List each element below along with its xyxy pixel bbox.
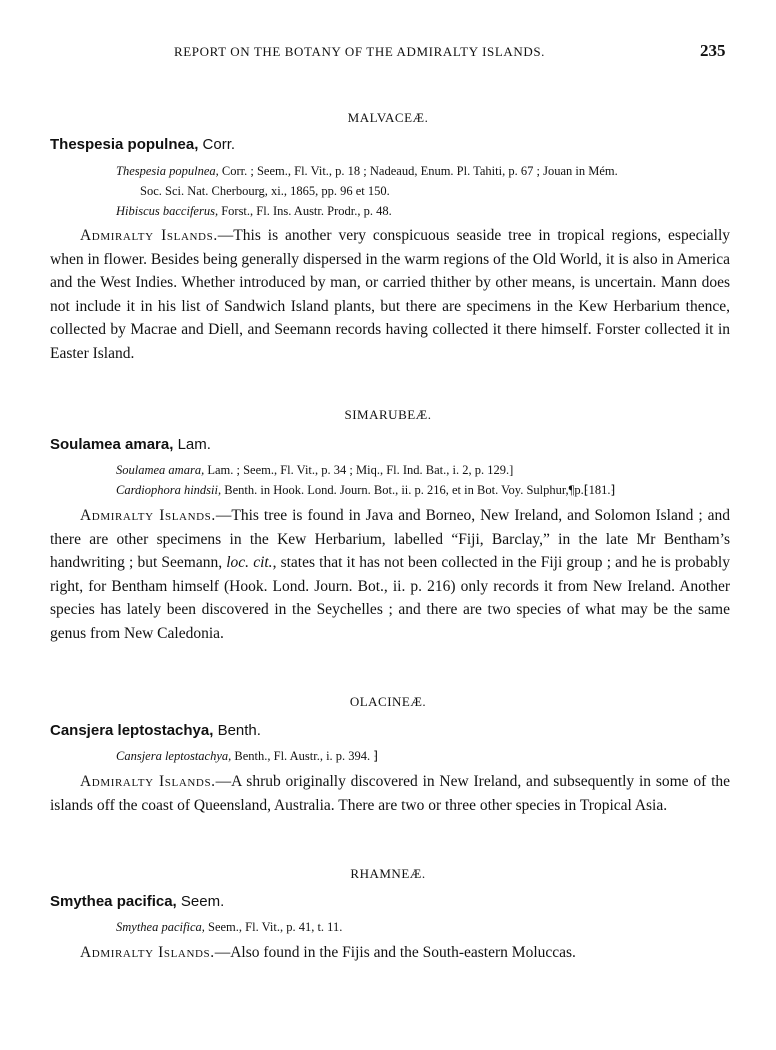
page-number: 235 [700,41,726,60]
species-authority: Benth. [217,722,261,739]
paragraph-text: —This tree is found in Java and Borneo, New Ireland, and Solomon Island ; and there are other specimens in the Kew Herbarium, labelled “Fiji, Barclay,” in the late Mr Bentham’s handwriting ; but Seemann, [50,507,730,572]
synonym-refs: Corr. ; Seem., Fl. Vit., p. 18 ; Nadeaud, Enum. Pl. Tahiti, p. 67 ; Jouan in Mém. [218,164,618,178]
species-binomial: Cansjera leptostachya, [50,722,214,739]
paragraph-text: —This is another very conspicuous seaside tree in tropical regions, especially when in flower. Besides being generally dispersed in the warm regions of the Old World, it is also in America and the West Indies. Whether introduced by man, or carried thither by other means, is uncertain. Mann does not include it in his list of Sandwich Island plants, but there are specimens in the Kew Herbarium thence, collected by Macrae and Diell, and Seemann records having collected it there himself. Forster collected it in Easter Island. [50,227,731,362]
synonym-line [116,201,392,221]
body-paragraph-smythea [50,941,730,965]
paragraph-text: , states that it has not been collected in the Fiji group ; and he is probably right, for Bentham himself (Hook. Lond. Journ. Bot., ii. p. 216) only records it from New Ireland. Another species has lately been discovered in the Seychelles ; and there are two species of what may be the same genus from New Caledonia. [50,554,730,642]
synonym-line [116,746,378,766]
species-name-cansjera [50,722,261,739]
synonym-refs: Lam. ; Seem., Fl. Vit., p. 34 ; Miq., Fl. Ind. Bat., i. 2, p. 129.] [204,463,514,477]
species-binomial: Soulamea amara, [50,436,174,453]
species-name-smythea [50,893,224,910]
synonym-line [140,181,390,201]
family-heading-olacineae: OLACINEÆ. [349,694,427,709]
body-paragraph-soulamea [50,504,730,646]
locality-label: Admiralty Islands. [80,227,218,244]
synonym-line [116,917,342,937]
running-title: REPORT ON THE BOTANY OF THE ADMIRALTY ISLANDS. [174,44,546,59]
species-authority: Lam. [177,436,211,453]
synonym-refs: Benth. in Hook. Lond. Journ. Bot., ii. p. 216, et in Bot. Voy. Sulphur,¶p.⁅181.⁆ [221,483,616,497]
synonym-refs: Benth., Fl. Austr., i. p. 394. ⁆ [231,749,379,763]
paragraph-text: —A shrub originally discovered in New Ireland, and subsequently in some of the islands off the coast of Queensland, Australia. There are two or three other species in Tropical Asia. [50,773,731,814]
species-binomial: Thespesia populnea, [50,136,199,153]
species-authority: Corr. [202,136,236,153]
synonym-name: Soulamea amara, [116,463,205,477]
synonym-line [116,480,615,500]
species-binomial: Smythea pacifica, [50,893,177,910]
synonym-name: Smythea pacifica, [116,920,205,934]
synonym-refs: Soc. Sci. Nat. Cherbourg, xi., 1865, pp. 96 et 150. [140,184,390,198]
synonym-name: Cardiophora hindsii, [116,483,222,497]
synonym-line [116,460,513,480]
locality-label: Admiralty Islands. [80,507,216,524]
synonym-refs: Seem., Fl. Vit., p. 41, t. 11. [204,920,343,934]
family-heading-simarubeae: SIMARUBEÆ. [344,407,432,422]
synonym-name: Cansjera leptostachya, [116,749,232,763]
family-heading-rhamneae: RHAMNEÆ. [350,866,426,881]
synonym-refs: Forst., Fl. Ins. Austr. Prodr., p. 48. [218,204,392,218]
family-heading-malvaceae: MALVACEÆ. [347,110,429,125]
synonym-name: Thespesia populnea, [116,164,219,178]
paragraph-text: —Also found in the Fijis and the South-eastern Moluccas. [214,944,576,961]
species-name-soulamea [50,436,211,453]
locality-label: Admiralty Islands. [80,944,215,961]
synonym-line [116,161,618,181]
species-name-thespesia [50,136,235,153]
locality-label: Admiralty Islands. [80,773,216,790]
citation-loc-cit: loc. cit. [226,554,273,572]
body-paragraph-cansjera [50,770,730,817]
body-paragraph-thespesia [50,224,730,366]
synonym-name: Hibiscus bacciferus, [116,204,219,218]
species-authority: Seem. [180,893,225,910]
